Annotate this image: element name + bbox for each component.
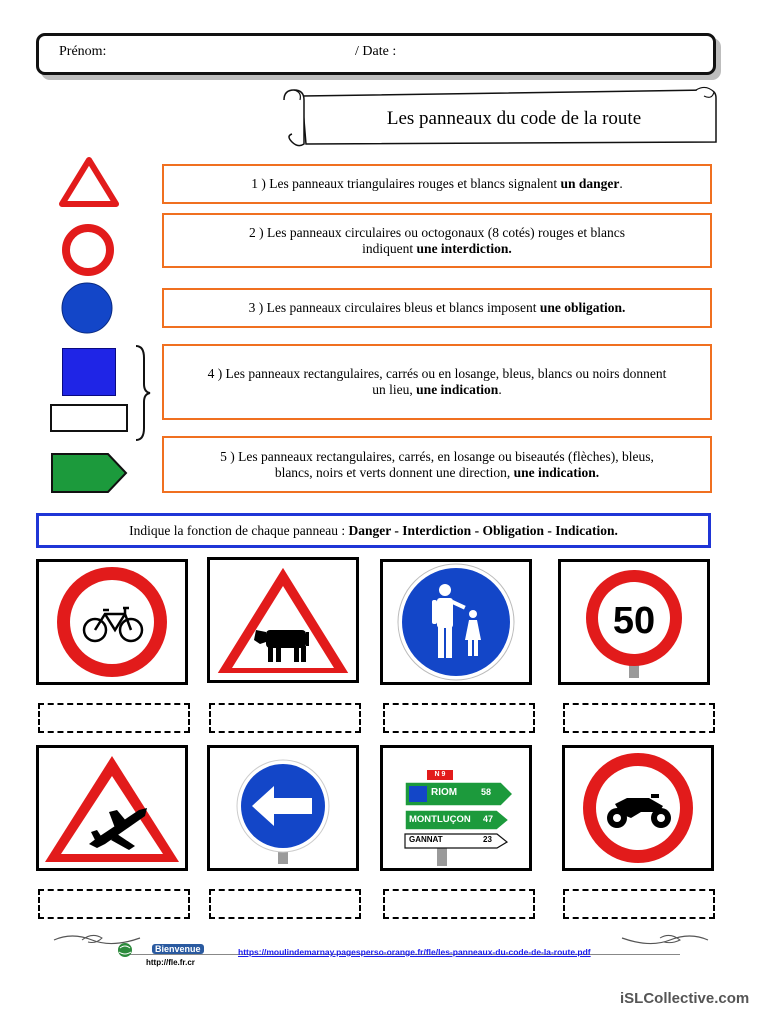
bienvenue-logo: Bienvenue (152, 944, 204, 954)
answer-box-4[interactable] (563, 703, 715, 733)
footer-site[interactable]: http://fle.fr.cr (146, 958, 195, 967)
sign-frame-cattle (207, 557, 359, 683)
low-flying-aircraft-sign-icon (39, 748, 185, 868)
title-scroll (280, 86, 718, 150)
no-bicycles-sign-icon (39, 562, 185, 682)
prenom-label: Prénom: (59, 44, 107, 59)
direction-arrow-icon (50, 452, 128, 494)
direction-place-2: MONTLUÇON (409, 814, 471, 825)
instruction-box: Indique la fonction de chaque panneau : Danger - Interdiction - Obligation - Indication. (36, 513, 711, 548)
sign-frame-turn-left (207, 745, 359, 871)
answer-box-5[interactable] (38, 889, 190, 919)
watermark: iSLCollective.com (620, 990, 750, 1007)
direction-signpost-icon (383, 748, 529, 868)
cattle-crossing-sign-icon (210, 560, 356, 680)
brace-icon (134, 344, 152, 442)
direction-place-1: RIOM (431, 787, 458, 798)
answer-box-2[interactable] (209, 703, 361, 733)
sign-frame-no-bicycles (36, 559, 188, 685)
answer-box-7[interactable] (383, 889, 535, 919)
sign-frame-no-motorcycles (562, 745, 714, 871)
name-date-header (36, 33, 716, 75)
answer-box-3[interactable] (383, 703, 535, 733)
right-ornament-icon (620, 930, 710, 950)
no-motorcycles-sign-icon (565, 748, 711, 868)
globe-icon (116, 942, 136, 958)
rule-interdiction: 2 ) Les panneaux circulaires ou octogonaux (8 cotés) rouges et blancs indiquent une interdiction. (162, 213, 712, 268)
obligation-circle-icon (58, 282, 116, 334)
speed-limit-value: 50 (612, 600, 656, 642)
footer-url-link[interactable]: https://moulindemarnay.pagesperso-orange.fr/fle/les-panneaux-du-code-de-la-route.pdf (238, 947, 591, 957)
sign-frame-speed-limit (558, 559, 710, 685)
rule-obligation: 3 ) Les panneaux circulaires bleus et blancs imposent une obligation. (162, 288, 712, 328)
rule-indication-lieu: 4 ) Les panneaux rectangulaires, carrés ou en losange, bleus, blancs ou noirs donnent un lieu, une indication. (162, 344, 712, 420)
direction-km-3: 23 (483, 835, 492, 844)
rule-indication-direction: 5 ) Les panneaux rectangulaires, carrés, en losange ou biseautés (flèches), bleus, blancs, noirs et verts donnent une direction, une indication. (162, 436, 712, 493)
page-title: Les panneaux du code de la route (386, 108, 642, 129)
indication-square-icon (62, 348, 116, 396)
direction-km-2: 47 (483, 814, 494, 824)
date-label: / Date : (355, 44, 397, 59)
danger-triangle-icon (58, 156, 120, 208)
pedestrian-path-sign-icon (383, 562, 529, 682)
answer-box-8[interactable] (563, 889, 715, 919)
answer-box-6[interactable] (209, 889, 361, 919)
rule-danger: 1 ) Les panneaux triangulaires rouges et blancs signalent un danger. (162, 164, 712, 204)
sign-frame-direction (380, 745, 532, 871)
indication-rectangle-icon (50, 404, 128, 432)
interdiction-circle-icon (60, 222, 116, 278)
direction-km-1: 58 (481, 787, 492, 797)
answer-box-1[interactable] (38, 703, 190, 733)
sign-frame-pedestrians (380, 559, 532, 685)
direction-place-3: GANNAT (409, 835, 443, 844)
road-number: N 9 (434, 771, 446, 778)
sign-frame-aircraft (36, 745, 188, 871)
turn-left-sign-icon (210, 748, 356, 868)
